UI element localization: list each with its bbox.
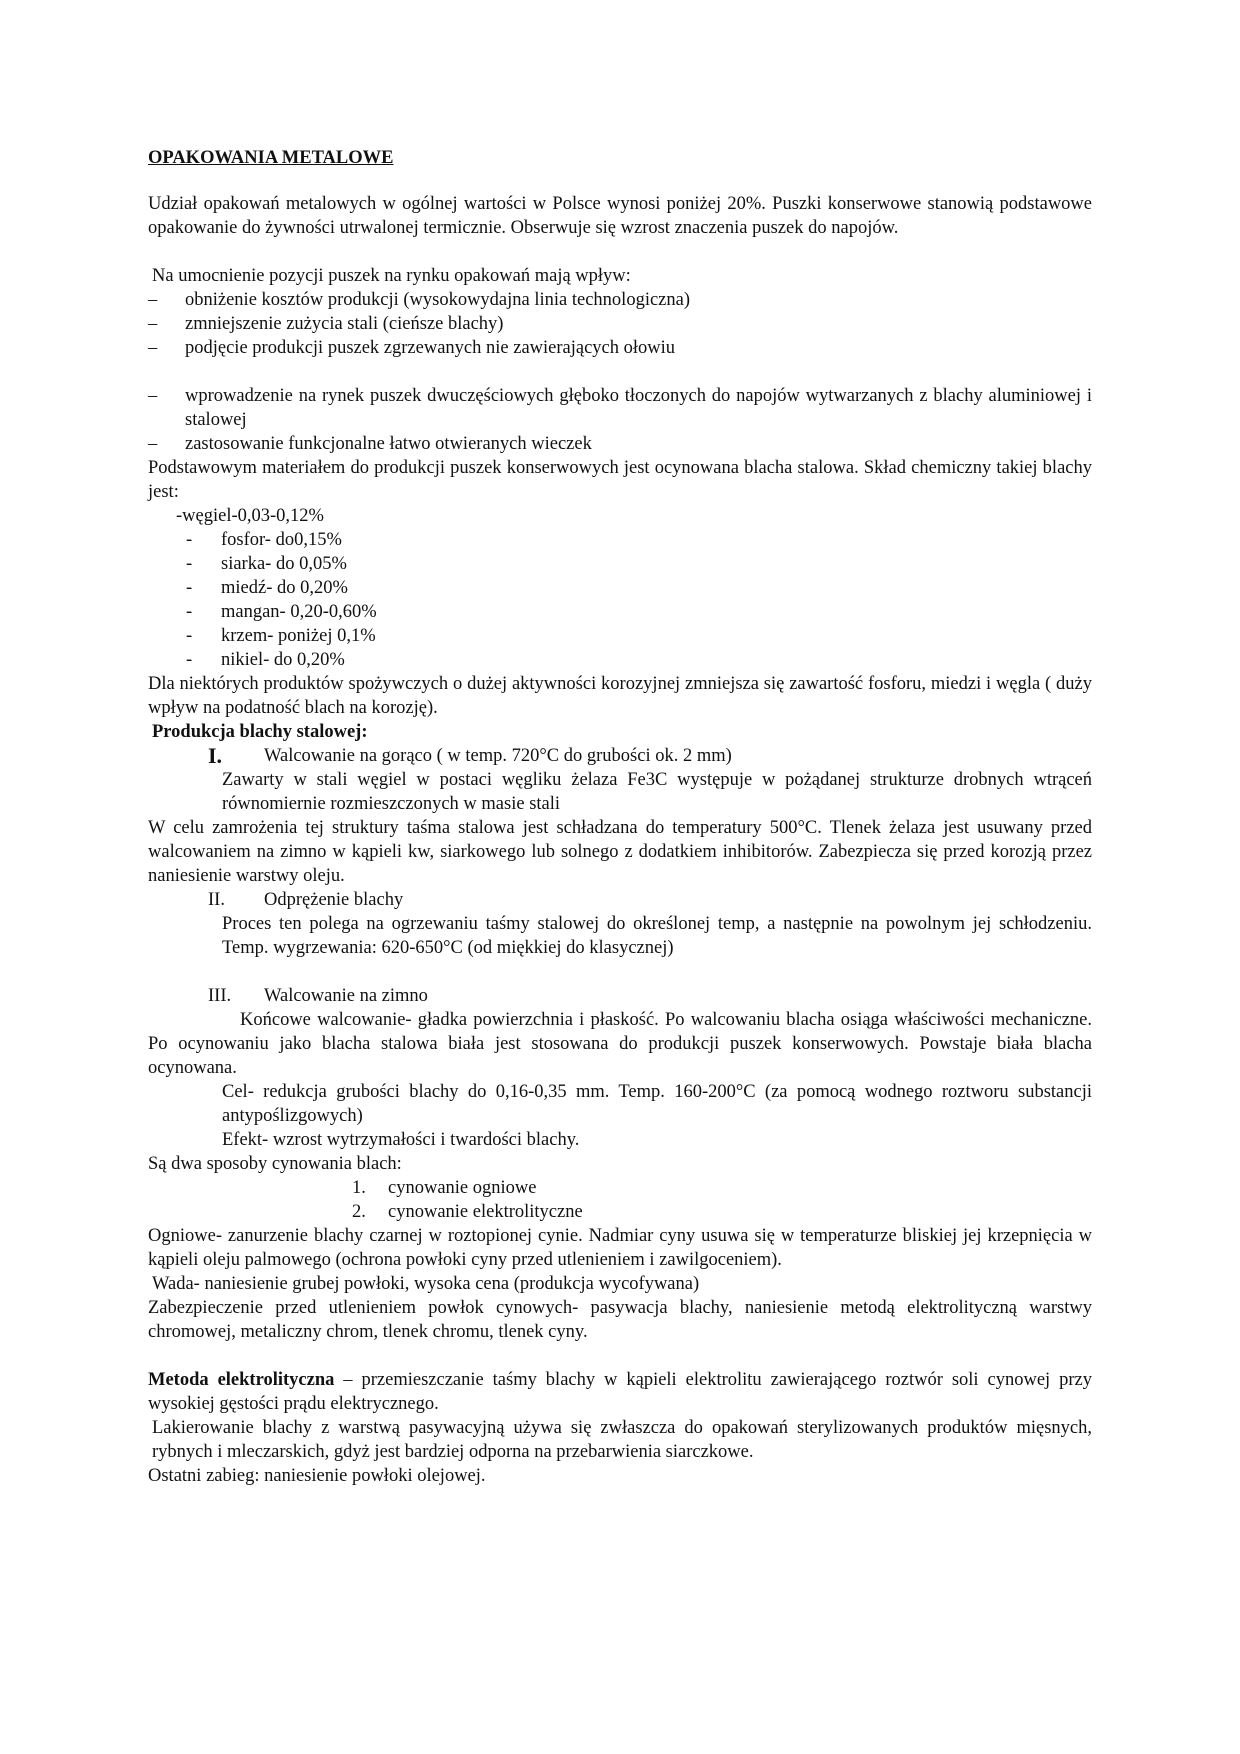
dash-bullet: –	[148, 386, 158, 406]
item-number: 2.	[352, 1202, 366, 1222]
list-item	[148, 384, 1092, 432]
item-text: cynowanie ogniowe	[388, 1178, 537, 1198]
section-heading	[148, 888, 1092, 912]
composition-item: -węgiel-0,03-0,12%	[176, 506, 324, 526]
production-heading: Produkcja blachy stalowej:	[152, 722, 368, 742]
section-body: Zawarty w stali węgiel w postaci węgliku żelaza Fe3C występuje w pożądanej strukturze drobnych wtrąceń równomiernie rozmieszczonych w masie stali	[222, 770, 1092, 814]
document-page	[148, 146, 1092, 1488]
section-number: I.	[208, 743, 223, 768]
last-step-paragraph: Ostatni zabieg: naniesienie powłoki olejowej.	[148, 1466, 486, 1486]
list-item-text: podjęcie produkcji puszek zgrzewanych nie zawierających ołowiu	[185, 338, 676, 358]
spacer	[148, 1344, 1092, 1368]
section-title: Odprężenie blachy	[264, 890, 404, 910]
dash-bullet: –	[148, 338, 158, 358]
composition-item	[148, 600, 1092, 624]
dash-bullet: -	[186, 626, 193, 646]
composition-item	[148, 648, 1092, 672]
goal-paragraph: Cel- redukcja grubości blachy do 0,16-0,35 mm. Temp. 160-200°C (za pomocą wodnego roztworu substancji antypoślizgowych)	[222, 1082, 1092, 1126]
dash-bullet: –	[148, 434, 158, 454]
intro-paragraph: Udział opakowań metalowych w ogólnej wartości w Polsce wynosi poniżej 20%. Puszki konserwowe stanowią podstawowe opakowanie do żywności utrwalonej termicznie. Obserwuje się wzrost znaczenia puszek do napojów.	[148, 194, 1092, 238]
section-body: Proces ten polega na ogrzewaniu taśmy stalowej do określonej temp, a następnie na powolnym jej schłodzeniu. Temp. wygrzewania: 620-650°C (od miękkiej do klasycznej)	[222, 914, 1092, 958]
section-number: III.	[208, 986, 232, 1006]
composition-item	[148, 528, 1092, 552]
material-paragraph: Podstawowym materiałem do produkcji puszek konserwowych jest ocynowana blacha stalowa. Skład chemiczny takiej blachy jest:	[148, 458, 1092, 502]
list-item	[148, 336, 1092, 360]
item-number: 1.	[352, 1178, 366, 1198]
document-title: OPAKOWANIA METALOWE	[148, 148, 394, 168]
composition-item	[148, 576, 1092, 600]
list-item	[148, 288, 1092, 312]
composition-text: krzem- poniżej 0,1%	[221, 626, 376, 646]
dash-bullet: -	[186, 602, 193, 622]
protection-paragraph: Zabezpieczenie przed utlenieniem powłok cynowych- pasywacja blachy, naniesienie metodą elektrolityczną warstwy chromowej, metaliczny chrom, tlenek chromu, tlenek cyny.	[148, 1298, 1092, 1342]
composition-item	[148, 624, 1092, 648]
cooling-paragraph: W celu zamrożenia tej struktury taśma stalowa jest schładzana do temperatury 500°C. Tlenek żelaza jest usuwany przed walcowaniem na zimno w kąpieli kw, siarkowego lub solnego z dodatkiem inhibitorów. Zabezpiecza się przed korozją przez naniesienie warstwy oleju.	[148, 818, 1092, 886]
section-number: II.	[208, 890, 225, 910]
composition-item	[148, 552, 1092, 576]
section-title: Walcowanie na gorąco ( w temp. 720°C do grubości ok. 2 mm)	[264, 746, 732, 766]
list-item-text: wprowadzenie na rynek puszek dwuczęściowych głęboko tłoczonych do napojów wytwarzanych z blachy aluminiowej i stalowej	[185, 386, 1092, 430]
tinning-intro: Są dwa sposoby cynowania blach:	[148, 1154, 402, 1174]
dash-bullet: –	[148, 314, 158, 334]
dash-bullet: -	[186, 650, 193, 670]
corrosion-paragraph: Dla niektórych produktów spożywczych o dużej aktywności korozyjnej zmniejsza się zawartość fosforu, miedzi i węgla ( duży wpływ na podatność blach na korozję).	[148, 674, 1092, 718]
list-item	[148, 312, 1092, 336]
section-heading	[148, 744, 1092, 768]
composition-text: siarka- do 0,05%	[221, 554, 347, 574]
disadvantage-paragraph: Wada- naniesienie grubej powłoki, wysoka cena (produkcja wycofywana)	[152, 1274, 700, 1294]
spacer	[148, 360, 1092, 384]
section-body: Końcowe walcowanie- gładka powierzchnia i płaskość. Po walcowaniu blacha osiąga właściwości mechaniczne. Po ocynowaniu jako blacha stalowa biała jest stosowana do produkcji puszek konserwowych. Powstaje biała blacha ocynowana.	[148, 1010, 1092, 1078]
list-item-text: zmniejszenie zużycia stali (cieńsze blachy)	[185, 314, 504, 334]
composition-text: nikiel- do 0,20%	[221, 650, 345, 670]
section-title: Walcowanie na zimno	[264, 986, 428, 1006]
list-item-text: obniżenie kosztów produkcji (wysokowydajna linia technologiczna)	[185, 290, 691, 310]
section-heading	[148, 984, 1092, 1008]
composition-text: mangan- 0,20-0,60%	[221, 602, 377, 622]
numbered-item	[148, 1200, 1092, 1224]
dash-bullet: -	[186, 530, 193, 550]
numbered-item	[148, 1176, 1092, 1200]
list-item	[148, 432, 1092, 456]
dash-bullet: –	[148, 290, 158, 310]
fire-tinning-paragraph: Ogniowe- zanurzenie blachy czarnej w roztopionej cynie. Nadmiar cyny usuwa się w temperaturze bliskiej jej krzepnięcia w kąpieli oleju palmowego (ochrona powłoki cyny przed utlenieniem i zawilgoceniem).	[148, 1226, 1092, 1270]
composition-text: miedź- do 0,20%	[221, 578, 348, 598]
term-bold: Metoda elektrolityczna	[148, 1370, 335, 1390]
term-definition: – przemieszczanie taśmy blachy w kąpieli elektrolitu zawierającego roztwór soli cynowej przy wysokiej gęstości prądu elektrycznego.	[148, 1370, 1092, 1414]
dash-bullet: -	[186, 578, 193, 598]
electrolytic-paragraph	[148, 1368, 1092, 1416]
effect-paragraph: Efekt- wzrost wytrzymałości i twardości blachy.	[222, 1130, 580, 1150]
spacer	[148, 240, 1092, 264]
item-text: cynowanie elektrolityczne	[388, 1202, 583, 1222]
lacquer-paragraph: Lakierowanie blachy z warstwą pasywacyjną używa się zwłaszcza do opakowań sterylizowanych produktów mięsnych, rybnych i mleczarskich, gdyż jest bardziej odporna na przebarwienia siarczkowe.	[152, 1418, 1092, 1462]
list-item-text: zastosowanie funkcjonalne łatwo otwieranych wieczek	[185, 434, 592, 454]
factors-intro: Na umocnienie pozycji puszek na rynku opakowań mają wpływ:	[152, 266, 631, 286]
composition-text: fosfor- do0,15%	[221, 530, 342, 550]
spacer	[148, 960, 1092, 984]
dash-bullet: -	[186, 554, 193, 574]
